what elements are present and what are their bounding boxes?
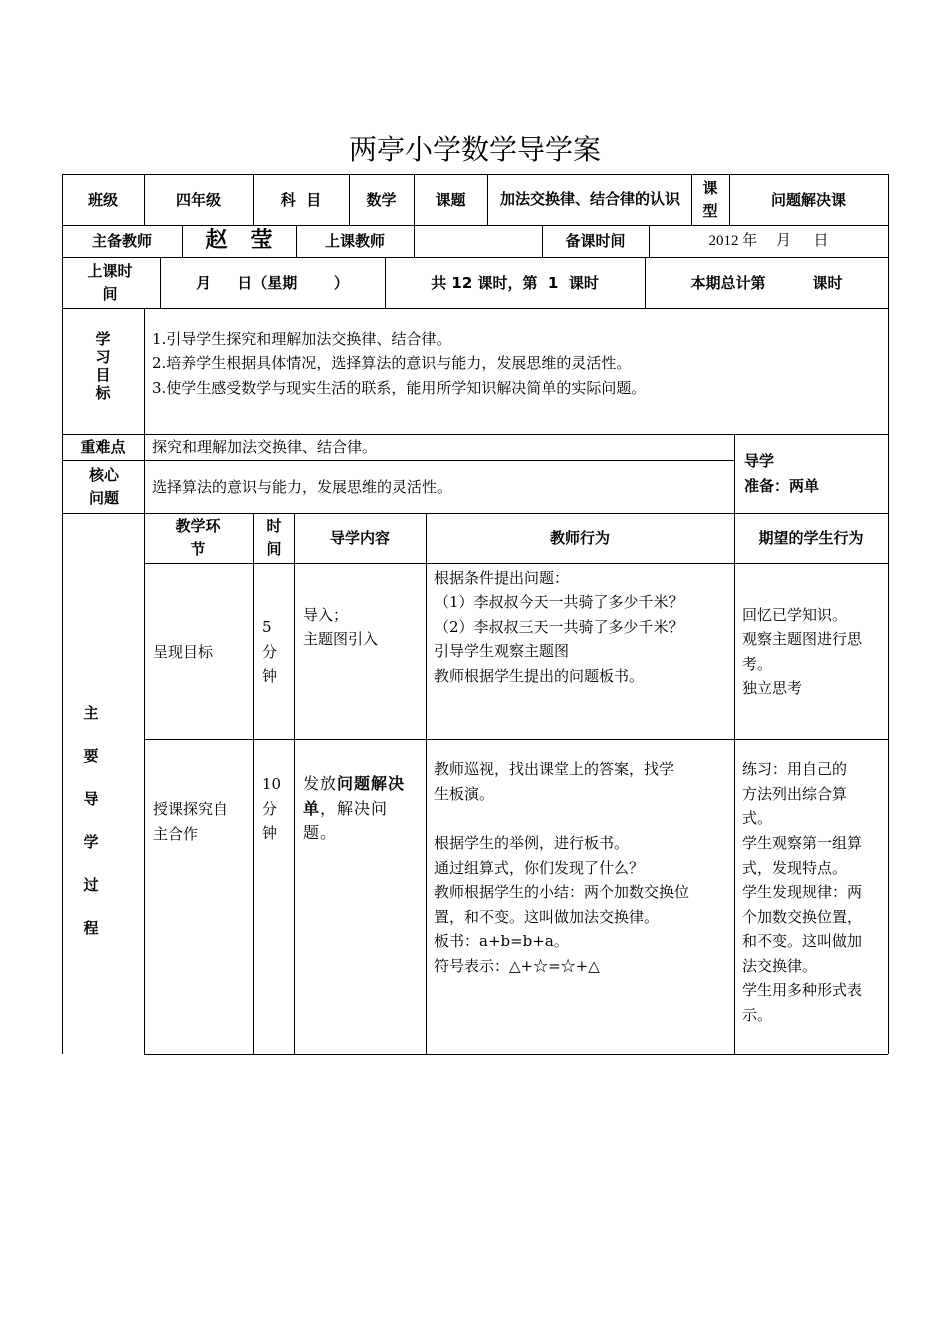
content-cell: 发放问题解决单，解决问题。 (303, 774, 406, 842)
page-title: 两亭小学数学导学案 (348, 133, 601, 166)
column-header-content: 导学内容 (329, 529, 390, 547)
objectives-label: 学习目标 (95, 330, 111, 402)
teaching-teacher-value (414, 225, 542, 257)
time-cell: 10分钟 (262, 775, 282, 842)
prep-time-label: 备课时间 (565, 232, 626, 250)
core-question-label: 核心问题 (88, 465, 119, 507)
key-points-label: 重难点 (80, 438, 126, 456)
subject-value: 数学 (366, 190, 397, 209)
teacher-line: 符号表示：△+☆=☆+△ (434, 957, 600, 975)
student-line: 观察主题图进行思 (742, 630, 863, 648)
student-line: 独立思考 (742, 679, 803, 697)
student-line: 学生观察第一组算 (742, 834, 863, 852)
stage-cell: 呈现目标 (153, 643, 214, 661)
student-line: 示。 (742, 1006, 773, 1024)
teacher-line: 教师根据学生提出的问题板书。 (434, 667, 645, 685)
topic-value: 加法交换律、结合律的认识 (499, 190, 680, 208)
objective-item: 3.使学生感受数学与现实生活的联系，能用所学知识解决简单的实际问题。 (152, 379, 647, 397)
lesson-type-value: 问题解决课 (770, 190, 846, 209)
student-line: 个加数交换位置， (742, 908, 863, 926)
teacher-line: （1）李叔叔今天一共骑了多少千米？ (434, 593, 684, 611)
core-question-value: 选择算法的意识与能力，发展思维的灵活性。 (152, 478, 453, 496)
stage-cell: 授课探究自主合作 (153, 800, 229, 843)
content-line: 主题图引入 (303, 630, 379, 648)
student-line: 学生发现规律：两 (742, 883, 863, 901)
student-line: 式，发现特点。 (742, 859, 848, 877)
topic-label: 课题 (435, 190, 466, 209)
student-line: 和不变。这叫做加 (742, 932, 863, 950)
objective-item: 2.培养学生根据具体情况，选择算法的意识与能力，发展思维的灵活性。 (152, 354, 632, 372)
teacher-line: 引导学生观察主题图 (434, 642, 570, 660)
teaching-teacher-label: 上课教师 (324, 232, 385, 250)
student-line: 方法列出综合算 (742, 785, 848, 803)
column-header-student: 期望的学生行为 (758, 529, 864, 547)
subject-label: 科 目 (280, 190, 322, 209)
preparation-value: 准备：两单 (744, 477, 820, 495)
column-header-stage: 教学环节 (175, 517, 221, 558)
teacher-line: 根据学生的举例，进行板书。 (434, 834, 630, 852)
process-label: 主要导学过程 (83, 704, 99, 937)
student-line: 学生用多种形式表 (742, 981, 863, 999)
preparation-label: 导学 (744, 452, 775, 470)
objective-item: 1.引导学生探究和理解加法交换律、结合律。 (152, 330, 452, 348)
class-time-label: 上课时间 (87, 261, 133, 303)
teacher-line: 通过组算式，你们发现了什么？ (434, 859, 645, 877)
teacher-line: 生板演。 (434, 785, 495, 803)
content-line: 导入； (303, 606, 349, 624)
student-line: 考。 (742, 655, 773, 673)
lesson-count: 共 12 课时，第 1 课时 (431, 273, 599, 292)
student-line: 式。 (742, 809, 773, 827)
student-line: 回忆已学知识。 (742, 606, 848, 624)
teacher-line: 教师巡视，找出课堂上的答案，找学 (434, 760, 675, 778)
teacher-line: 板书：a+b=b+a。 (434, 932, 569, 950)
student-line: 法交换律。 (742, 957, 818, 975)
student-line: 练习：用自己的 (742, 760, 848, 778)
class-time-value: 月 日（星期 ） (196, 273, 349, 292)
lead-teacher-label: 主备教师 (91, 232, 152, 250)
class-label: 班级 (87, 190, 118, 209)
prep-time-value: 2012 年 月 日 (708, 233, 829, 249)
key-points-value: 探究和理解加法交换律、结合律。 (152, 438, 378, 456)
lesson-type-label: 课型 (702, 178, 718, 220)
class-value: 四年级 (175, 190, 221, 209)
teacher-line: 教师根据学生的小结：两个加数交换位 (434, 883, 690, 901)
lead-teacher-value: 赵 莹 (205, 228, 273, 253)
total-lessons: 本期总计第 课时 (690, 273, 843, 292)
teacher-line: （2）李叔叔三天一共骑了多少千米？ (434, 618, 684, 636)
time-cell: 5分钟 (262, 618, 278, 685)
column-header-teacher: 教师行为 (549, 529, 610, 547)
column-header-time: 时间 (266, 517, 282, 558)
teacher-line: 根据条件提出问题： (434, 569, 570, 587)
teacher-line: 置，和不变。这叫做加法交换律。 (434, 908, 660, 926)
